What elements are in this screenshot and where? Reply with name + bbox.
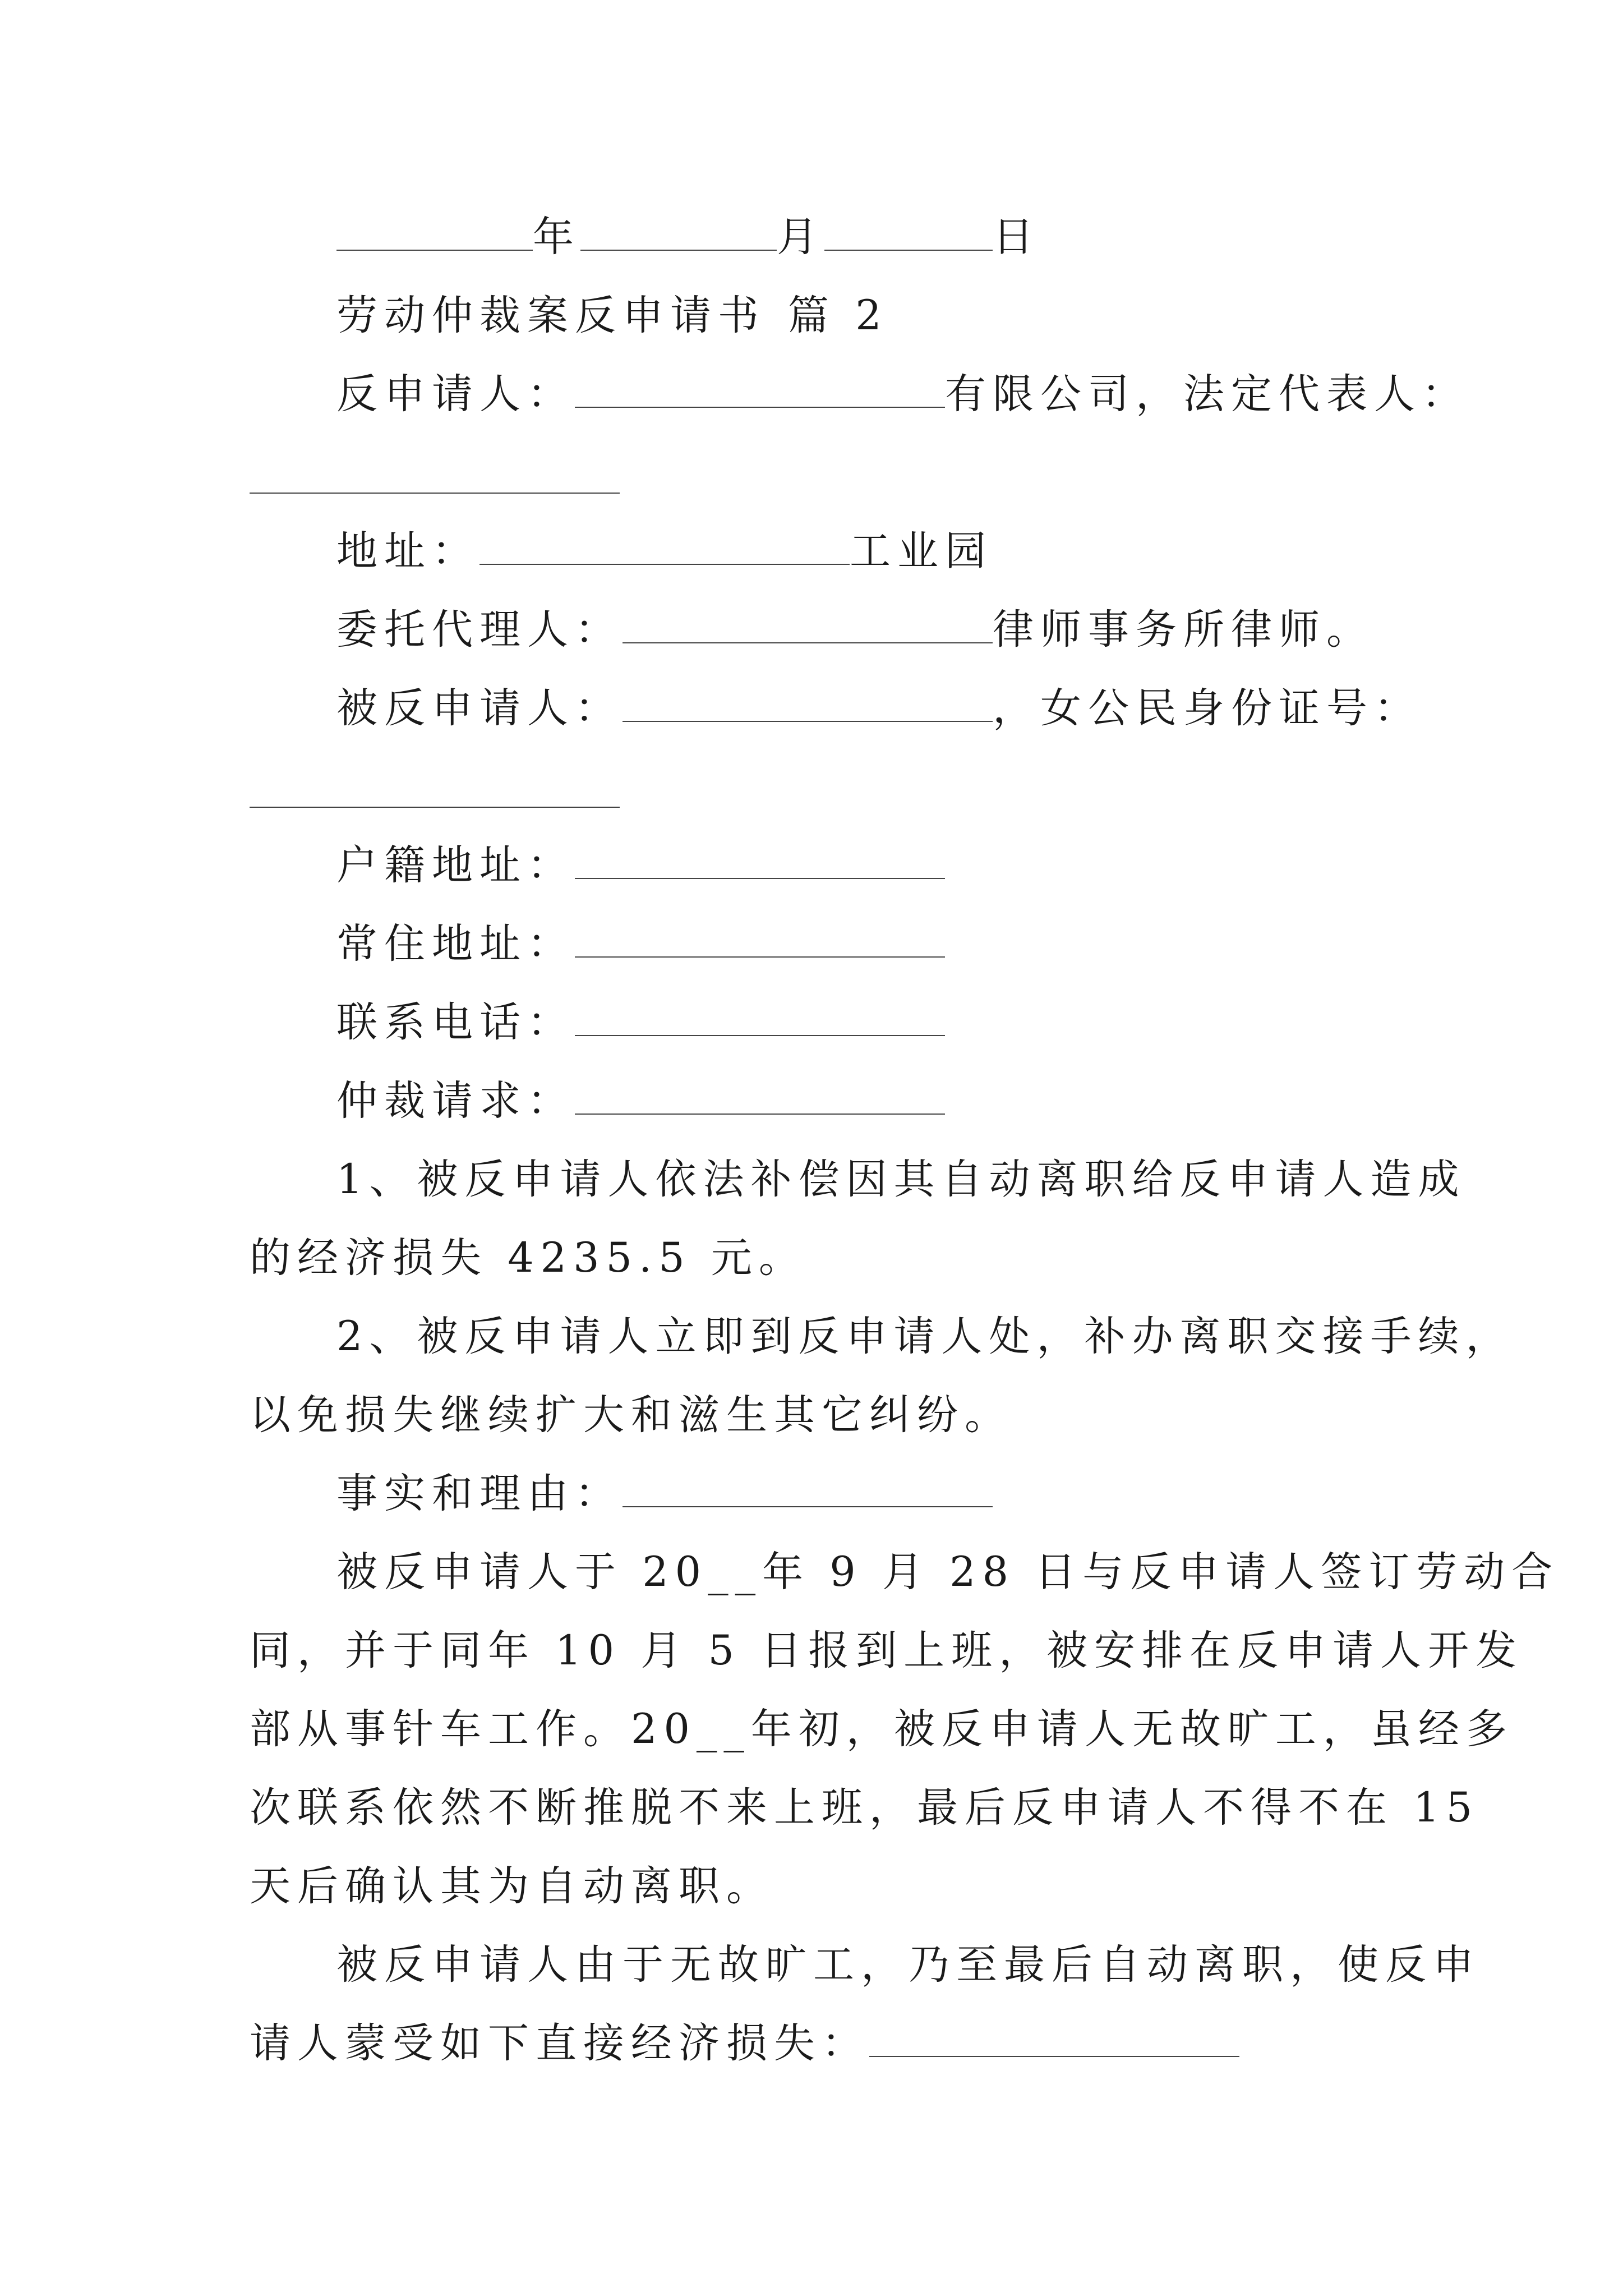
phone-label: 联系电话： bbox=[336, 999, 575, 1046]
claim1-line2: 的经济损失 4235.5 元。 bbox=[250, 1234, 806, 1282]
day-label: 日 bbox=[993, 213, 1040, 261]
section-title bbox=[336, 291, 888, 341]
claims-line bbox=[336, 1076, 945, 1126]
residence-line bbox=[336, 919, 945, 969]
date-line bbox=[336, 212, 1040, 263]
para1-line3: 部从事针车工作。20__年初，被反申请人无故旷工，虽经多 bbox=[250, 1705, 1514, 1753]
para1-line4: 次联系依然不断推脱不来上班，最后反申请人不得不在 15 bbox=[250, 1784, 1479, 1832]
id-number-blank bbox=[250, 807, 620, 808]
claims-label: 仲裁请求： bbox=[336, 1077, 575, 1125]
applicant-blank bbox=[575, 373, 945, 408]
residence-blank bbox=[575, 923, 945, 958]
claim1-line1: 1、被反申请人依法补偿因其自动离职给反申请人造成 bbox=[336, 1156, 1466, 1203]
facts-line bbox=[336, 1469, 993, 1519]
residence-label: 常住地址： bbox=[336, 920, 575, 968]
respondent-label: 被反申请人： bbox=[336, 684, 623, 732]
month-blank bbox=[580, 216, 777, 251]
para1-line2: 同，并于同年 10 月 5 日报到上班，被安排在反申请人开发 bbox=[250, 1627, 1524, 1674]
para2-line2 bbox=[250, 2018, 1239, 2069]
title-text: 劳动仲裁案反申请书 bbox=[336, 292, 766, 339]
household-label: 户籍地址： bbox=[336, 841, 575, 889]
claim2-line1: 2、被反申请人立即到反申请人处，补办离职交接手续， bbox=[336, 1313, 1514, 1360]
para2-line1: 被反申请人由于无故旷工，乃至最后自动离职，使反申 bbox=[336, 1941, 1481, 1989]
address-line bbox=[336, 526, 993, 577]
month-label: 月 bbox=[777, 213, 824, 261]
household-line bbox=[336, 840, 945, 891]
facts-label: 事实和理由： bbox=[336, 1470, 623, 1517]
para1-line5: 天后确认其为自动离职。 bbox=[250, 1862, 774, 1910]
para2-text: 请人蒙受如下直接经济损失： bbox=[250, 2019, 869, 2067]
respondent-line bbox=[336, 683, 1422, 734]
year-label: 年 bbox=[533, 213, 580, 261]
agent-line bbox=[336, 605, 1374, 655]
claims-blank bbox=[575, 1080, 945, 1115]
address-label: 地址： bbox=[336, 527, 479, 575]
phone-blank bbox=[575, 1001, 945, 1036]
agent-after: 律师事务所律师。 bbox=[993, 606, 1374, 654]
address-after: 工业园 bbox=[850, 527, 993, 575]
applicant-line bbox=[336, 369, 1469, 420]
applicant-after: 有限公司，法定代表人： bbox=[945, 370, 1469, 418]
representative-blank bbox=[250, 493, 620, 494]
day-blank bbox=[824, 216, 993, 251]
title-suffix: 篇 2 bbox=[788, 292, 888, 339]
agent-label: 委托代理人： bbox=[336, 606, 623, 654]
applicant-label: 反申请人： bbox=[336, 370, 575, 418]
address-blank bbox=[479, 530, 850, 565]
household-blank bbox=[575, 844, 945, 879]
year-blank bbox=[336, 216, 533, 251]
phone-line bbox=[336, 997, 945, 1048]
agent-blank bbox=[623, 609, 993, 643]
respondent-after: ，女公民身份证号： bbox=[993, 684, 1422, 732]
losses-blank bbox=[869, 2022, 1239, 2057]
para1-line1: 被反申请人于 20__年 9 月 28 日与反申请人签订劳动合 bbox=[336, 1548, 1560, 1596]
respondent-blank bbox=[623, 687, 993, 722]
facts-blank bbox=[623, 1473, 993, 1507]
claim2-line2: 以免损失继续扩大和滋生其它纠纷。 bbox=[250, 1391, 1012, 1439]
